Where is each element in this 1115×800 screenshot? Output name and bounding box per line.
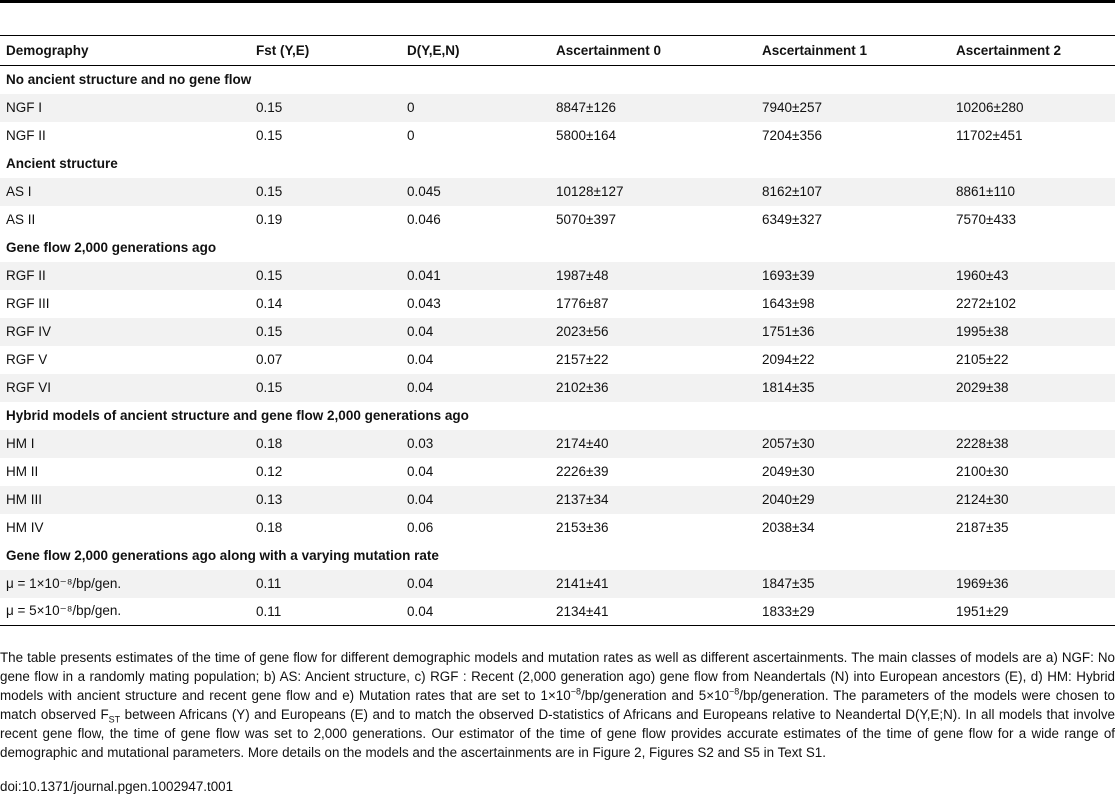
cell-ascertainment-0: 2174±40 [550,430,756,458]
table-row [0,206,1115,234]
cell-ascertainment-1: 2049±30 [762,464,815,479]
cell-ascertainment-0: 2102±36 [550,374,756,402]
cell-ascertainment-0: 5070±397 [556,212,616,227]
table-row [0,570,1115,598]
cell-d-stat: 0.041 [401,262,550,290]
cell-d-stat: 0.06 [407,520,434,535]
cell-d-stat: 0 [407,128,415,143]
cell-demography: RGF III [6,296,50,311]
group-title: Ancient structure [6,156,118,171]
cell-d-stat: 0.04 [407,464,434,479]
cell-demography: μ = 1×10⁻⁸/bp/gen. [0,570,250,598]
header-ascertainment-1: Ascertainment 1 [756,36,950,66]
cell-ascertainment-2: 1969±36 [950,570,1115,598]
table-row [0,290,1115,318]
group-title: No ancient structure and no gene flow [6,72,252,88]
cell-fst: 0.12 [256,464,283,479]
doi-text: doi:10.1371/journal.pgen.1002947.t001 [0,779,234,794]
cell-fst: 0.14 [256,296,283,311]
cell-fst: 0.13 [250,486,401,514]
cell-demography: AS I [0,178,250,206]
table-row [0,94,1115,122]
cell-ascertainment-1: 1814±35 [756,374,950,402]
header-d-stat: D(Y,E,N) [401,36,550,66]
table-row [0,346,1115,374]
cell-d-stat: 0.04 [401,486,550,514]
cell-demography: RGF VI [0,374,250,402]
table-body [0,66,1115,626]
cell-ascertainment-1: 1693±39 [756,262,950,290]
table-row [0,598,1115,626]
cell-d-stat: 0.043 [407,296,441,311]
footnote-exponent-1: −8 [570,686,581,697]
cell-ascertainment-0: 2141±41 [550,570,756,598]
cell-ascertainment-0: 2226±39 [556,464,609,479]
group-title: Gene flow 2,000 generations ago [6,240,217,255]
cell-ascertainment-1: 2038±34 [762,520,815,535]
cell-demography: RGF II [0,262,250,290]
cell-fst: 0.19 [256,212,283,227]
footnote-subscript-st: ST [108,714,121,725]
cell-ascertainment-1: 6349±327 [762,212,822,227]
cell-fst: 0.07 [256,352,283,367]
cell-demography: NGF II [6,128,46,143]
results-table [0,35,1115,626]
cell-ascertainment-1: 2057±30 [756,430,950,458]
group-title: Gene flow 2,000 generations ago along with a varying mutation rate [6,548,439,563]
cell-fst: 0.15 [256,128,283,143]
cell-ascertainment-2: 1960±43 [950,262,1115,290]
cell-ascertainment-2: 2272±102 [956,296,1016,311]
cell-ascertainment-0: 2023±56 [550,318,756,346]
cell-fst: 0.15 [250,94,401,122]
footnote-part-3: /bp/generation. The parameters of the models were chosen to match observed F [0,688,1115,722]
cell-fst: 0.15 [250,318,401,346]
cell-ascertainment-1: 7204±356 [762,128,822,143]
cell-d-stat: 0.03 [401,430,550,458]
cell-demography: HM III [0,486,250,514]
cell-d-stat: 0.04 [407,352,434,367]
cell-demography: HM I [0,430,250,458]
header-ascertainment-0: Ascertainment 0 [550,36,756,66]
group-header-row [0,402,1115,430]
cell-ascertainment-2: 2228±38 [950,430,1115,458]
cell-d-stat: 0 [401,94,550,122]
cell-ascertainment-2: 11702±451 [956,128,1023,143]
cell-ascertainment-1: 1833±29 [756,598,950,626]
cell-fst: 0.15 [250,374,401,402]
cell-ascertainment-1: 8162±107 [756,178,950,206]
cell-ascertainment-2: 2124±30 [950,486,1115,514]
header-row [0,36,1115,66]
group-header-row [0,542,1115,570]
header-demography: Demography [0,36,250,66]
cell-d-stat: 0.04 [401,318,550,346]
cell-ascertainment-1: 1847±35 [756,570,950,598]
group-header-row [0,66,1115,94]
cell-demography: HM IV [6,520,44,535]
cell-ascertainment-1: 7940±257 [756,94,950,122]
cell-ascertainment-2: 1995±38 [950,318,1115,346]
cell-d-stat: 0.04 [401,598,550,626]
cell-demography: μ = 5×10⁻⁸/bp/gen. [0,598,250,626]
table-row [0,458,1115,486]
cell-ascertainment-0: 8847±126 [550,94,756,122]
cell-ascertainment-0: 1987±48 [550,262,756,290]
group-header-row [0,150,1115,178]
cell-ascertainment-2: 2187±35 [956,520,1009,535]
table-row [0,122,1115,150]
cell-ascertainment-0: 2157±22 [556,352,609,367]
cell-ascertainment-0: 2137±34 [550,486,756,514]
table-row [0,262,1115,290]
cell-demography: NGF I [0,94,250,122]
cell-d-stat: 0.046 [407,212,441,227]
cell-ascertainment-2: 2100±30 [956,464,1009,479]
top-rule [0,0,1115,3]
group-title: Hybrid models of ancient structure and gene flow 2,000 generations ago [6,408,469,423]
header-ascertainment-2: Ascertainment 2 [950,36,1115,66]
table-row [0,318,1115,346]
cell-d-stat: 0.04 [401,374,550,402]
cell-ascertainment-0: 1776±87 [556,296,609,311]
cell-demography: RGF IV [0,318,250,346]
table-row [0,430,1115,458]
cell-ascertainment-0: 2153±36 [556,520,609,535]
footnote-exponent-2: −8 [728,686,740,697]
cell-demography: HM II [6,464,39,479]
cell-ascertainment-0: 10128±127 [550,178,756,206]
table-row [0,178,1115,206]
cell-ascertainment-0: 5800±164 [556,128,616,143]
header-fst: Fst (Y,E) [250,36,401,66]
table-row [0,514,1115,542]
cell-ascertainment-2: 1951±29 [950,598,1115,626]
footnote-part-4: between Africans (Y) and Europeans (E) and to match the observed D-statistics of Africans and Europeans relative to Neandertal D(Y,E;N). In all models that involve recent gene flow, the time of gene flow was set to 2,000 generations. Our estimator of the time of gene flow provides accurate estimates of the time of gene flow for a wide range of demographic and mutational parameters. More details on the models and the ascertainments are in Figure 2, Figures S2 and S5 in Text S1. [0,707,1115,760]
cell-ascertainment-1: 1643±98 [762,296,815,311]
cell-ascertainment-2: 7570±433 [956,212,1016,227]
cell-fst: 0.11 [250,598,401,626]
cell-ascertainment-2: 2029±38 [950,374,1115,402]
table-footnote [0,648,1115,762]
footnote-part-1: The table presents estimates of the time of gene flow for different demographic models and mutation rates as well as different ascertainments. The main classes of models are a) NGF: No gene flow in a randomly mating population; b) AS: Ancient structure, c) RGF : Recent (2,000 generation ago) gene flow from Neandertals (N) into European ancestors (E), d) HM: Hybrid models with ancient structure and recent gene flow and e) Mutation rates that are set to 1×10 [0,650,1115,703]
cell-ascertainment-2: 10206±280 [950,94,1115,122]
group-header-row [0,234,1115,262]
cell-fst: 0.18 [250,430,401,458]
cell-d-stat: 0.045 [401,178,550,206]
cell-ascertainment-2: 8861±110 [950,178,1115,206]
cell-d-stat: 0.04 [401,570,550,598]
cell-ascertainment-1: 2040±29 [756,486,950,514]
cell-ascertainment-1: 2094±22 [762,352,815,367]
table-row [0,374,1115,402]
cell-fst: 0.15 [250,262,401,290]
table-row [0,486,1115,514]
cell-ascertainment-0: 2134±41 [550,598,756,626]
cell-demography: RGF V [6,352,48,367]
footnote-part-2: /bp/generation and 5×10 [580,688,729,703]
cell-fst: 0.11 [250,570,401,598]
cell-ascertainment-1: 1751±36 [756,318,950,346]
cell-fst: 0.15 [250,178,401,206]
cell-demography: AS II [6,212,36,227]
cell-fst: 0.18 [256,520,283,535]
cell-ascertainment-2: 2105±22 [956,352,1009,367]
